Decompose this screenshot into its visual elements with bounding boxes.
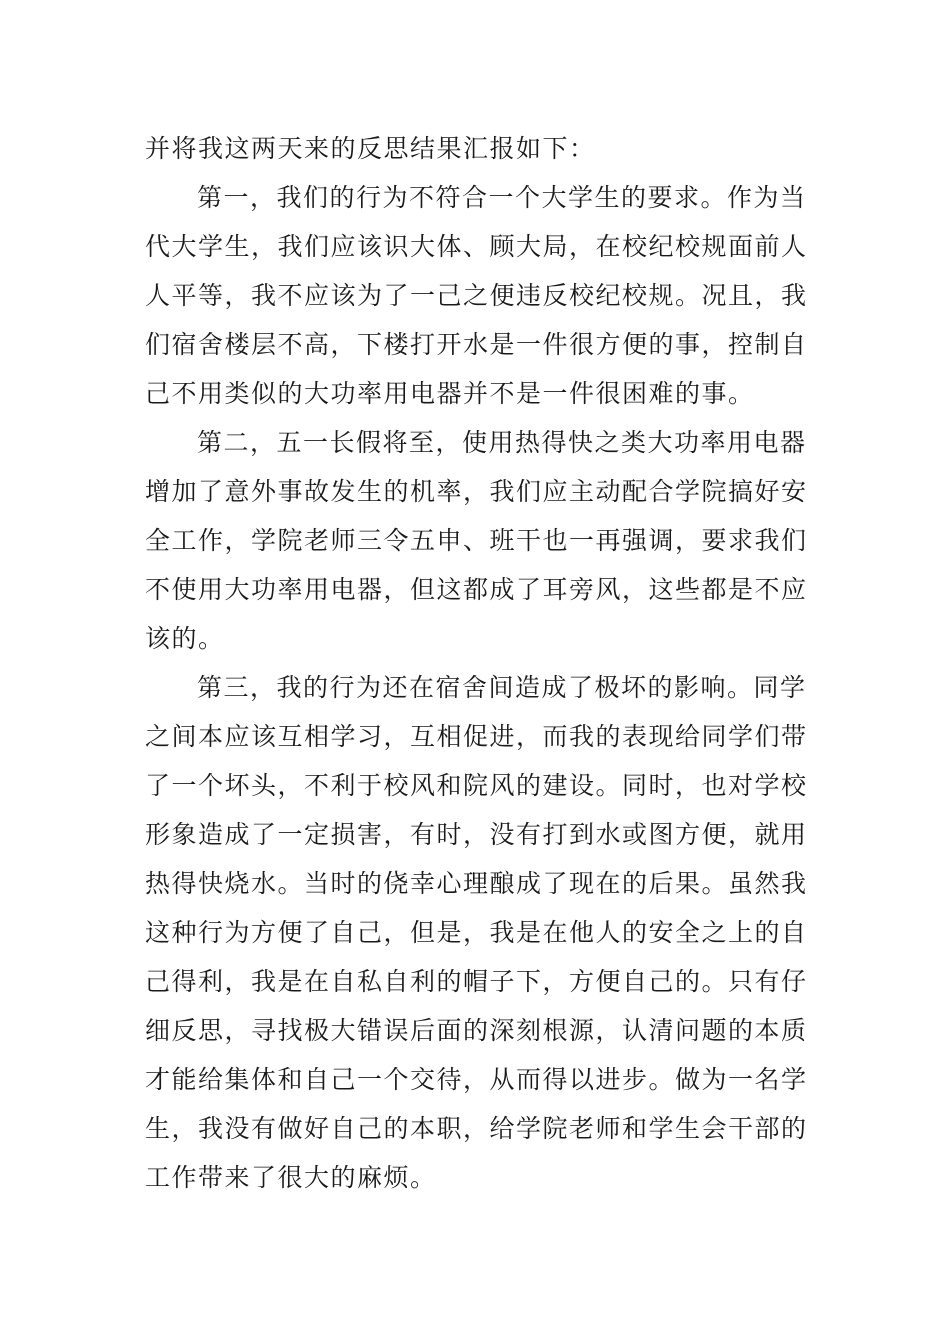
- text-line-21: 生，我没有做好自己的本职，给学院老师和学生会干部的: [145, 1114, 808, 1143]
- text-line-15: 形象造成了一定损害，有时，没有打到水或图方便，就用: [145, 820, 808, 849]
- text-line-10: 不使用大功率用电器，但这都成了耳旁风，这些都是不应: [145, 575, 808, 604]
- text-line-3: 代大学生，我们应该识大体、顾大局，在校纪校规面前人: [145, 232, 808, 261]
- text-line-5: 们宿舍楼层不高，下楼打开水是一件很方便的事，控制自: [145, 330, 808, 359]
- text-line-19: 细反思，寻找极大错误后面的深刻根源，认清问题的本质: [145, 1016, 808, 1045]
- text-line-20: 才能给集体和自己一个交待，从而得以进步。做为一名学: [145, 1065, 808, 1094]
- text-line-16: 热得快烧水。当时的侥幸心理酿成了现在的后果。虽然我: [145, 869, 808, 898]
- text-line-4: 人平等，我不应该为了一己之便违反校纪校规。况且，我: [145, 281, 808, 310]
- text-line-18: 己得利，我是在自私自利的帽子下，方便自己的。只有仔: [145, 967, 808, 996]
- text-line-8: 增加了意外事故发生的机率，我们应主动配合学院搞好安: [145, 477, 808, 506]
- text-line-22: 工作带来了很大的麻烦。: [145, 1163, 437, 1192]
- paragraph-3-start-line: 第三，我的行为还在宿舍间造成了极坏的影响。同学: [197, 673, 807, 702]
- paragraph-1-start-line: 第一，我们的行为不符合一个大学生的要求。作为当: [197, 183, 807, 212]
- text-line-9: 全工作，学院老师三令五申、班干也一再强调，要求我们: [145, 526, 808, 555]
- text-line-11: 该的。: [145, 624, 225, 653]
- paragraph-2-start-line: 第二，五一长假将至，使用热得快之类大功率用电器: [197, 428, 807, 457]
- text-line-17: 这种行为方便了自己，但是，我是在他人的安全之上的自: [145, 918, 808, 947]
- text-line-13: 之间本应该互相学习，互相促进，而我的表现给同学们带: [145, 722, 808, 751]
- text-line-6: 己不用类似的大功率用电器并不是一件很困难的事。: [145, 379, 755, 408]
- text-line-14: 了一个坏头，不利于校风和院风的建设。同时，也对学校: [145, 771, 808, 800]
- document-body: [145, 124, 810, 1202]
- text-line-1: 并将我这两天来的反思结果汇报如下：: [145, 134, 596, 163]
